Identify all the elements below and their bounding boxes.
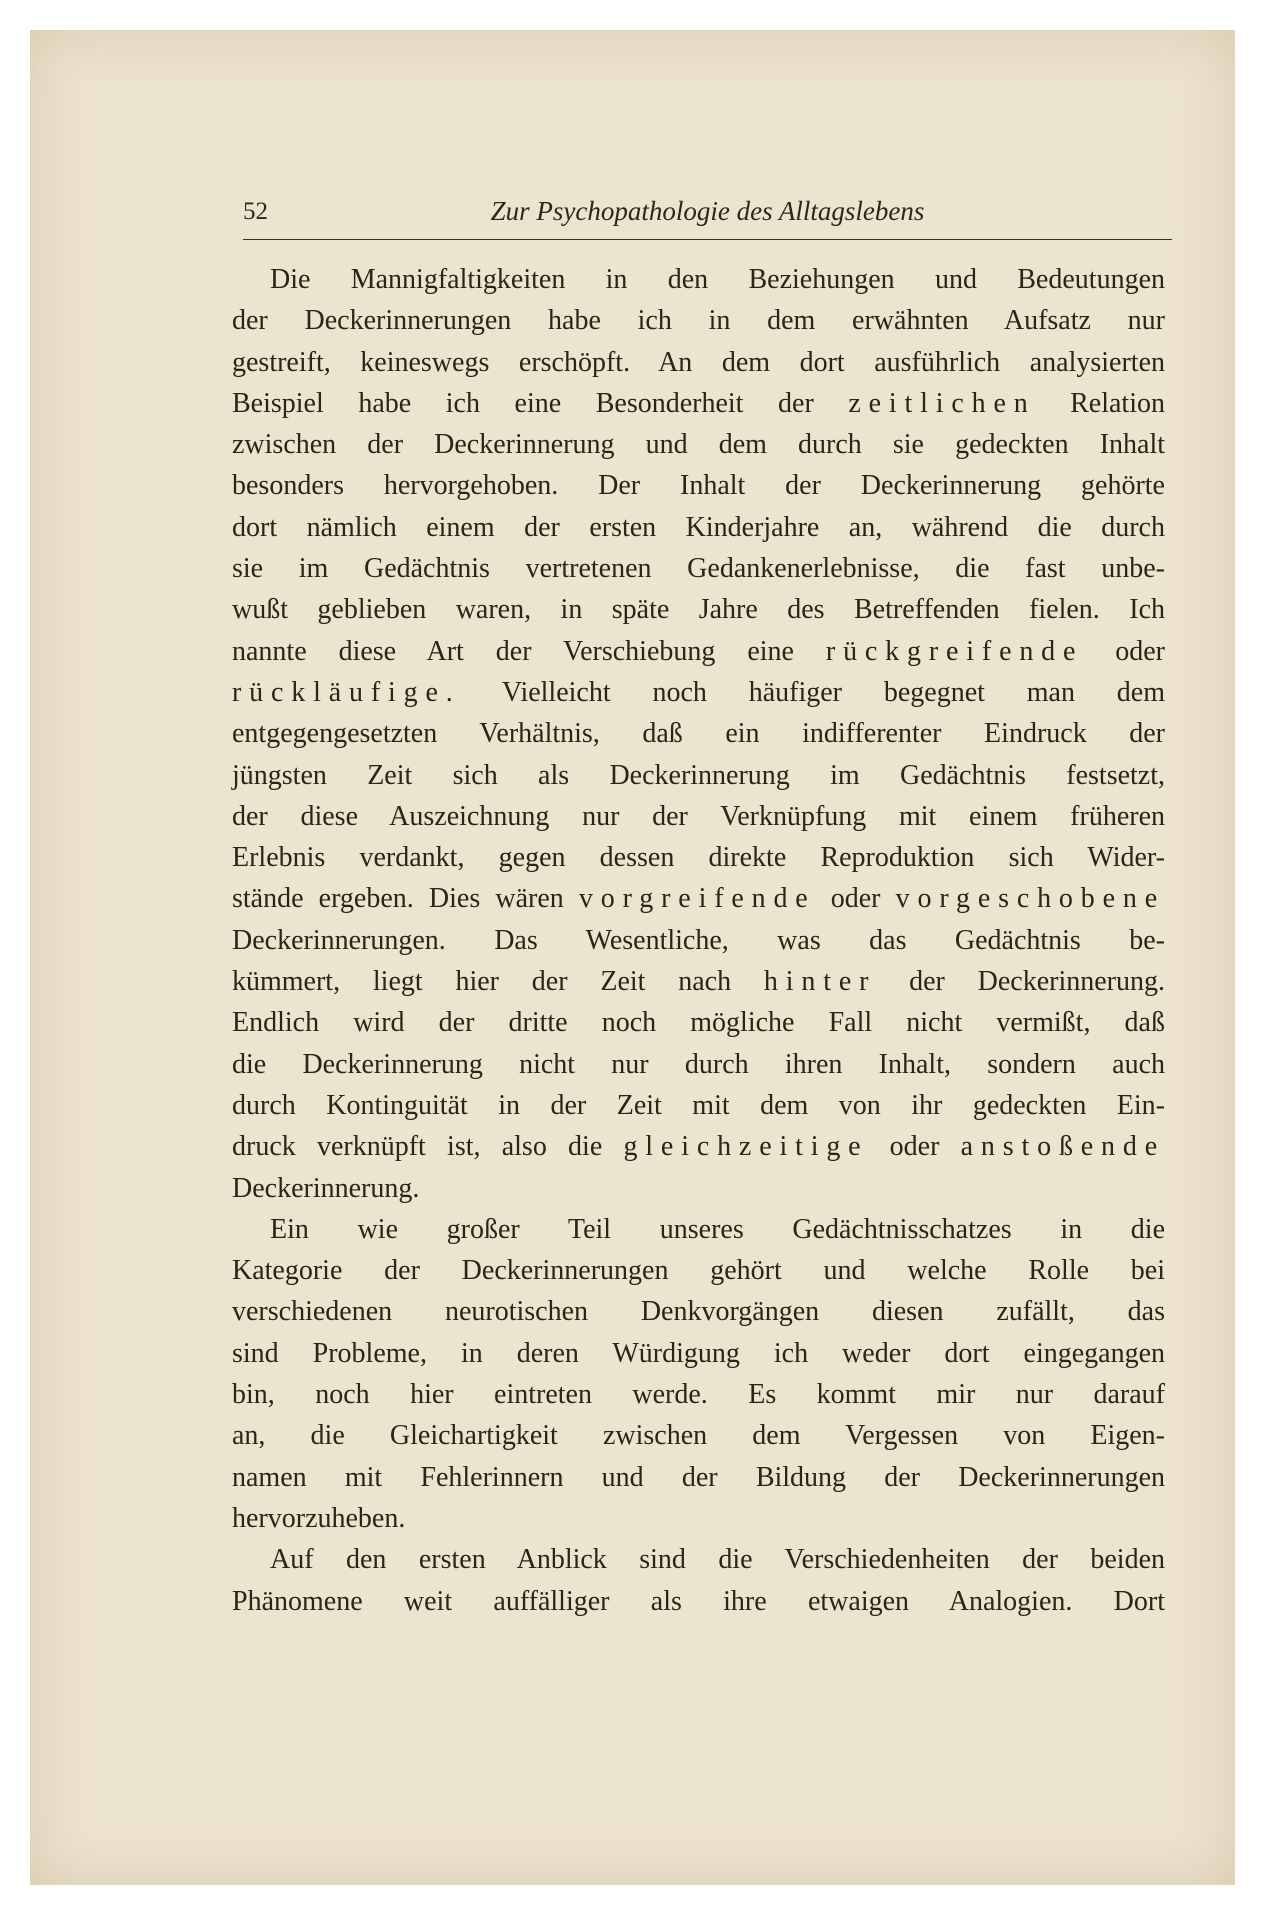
header-rule	[243, 239, 1172, 240]
text-line: dort nämlich einem der ersten Kinderjahre an, während die durch	[232, 511, 1165, 543]
text-run: oder	[1083, 635, 1165, 667]
text-run: oder	[815, 883, 896, 915]
paragraph	[232, 1209, 1165, 1539]
text-run: kümmert, liegt hier der Zeit nach	[232, 966, 764, 998]
text-run: Vielleicht noch häufiger begegnet man dem	[460, 676, 1165, 708]
emphasized-word: zeitlichen	[848, 387, 1036, 419]
body-text	[232, 259, 1165, 1622]
text-line: an, die Gleichartigkeit zwischen dem Vergessen von Eigen-	[232, 1420, 1165, 1452]
text-run: Relation	[1035, 387, 1165, 419]
emphasized-word: vorgeschobene	[895, 883, 1165, 915]
emphasized-word: gleichzeitige	[623, 1131, 869, 1163]
text-run: stände ergeben. Dies wären	[232, 883, 579, 915]
text-line: durch Kontinguität in der Zeit mit dem von ihr gedeckten Ein-	[232, 1089, 1165, 1121]
text-run: oder	[868, 1131, 961, 1163]
text-line: zwischen der Deckerinnerung und dem durch sie gedeckten Inhalt	[232, 429, 1165, 461]
text-line: gestreift, keineswegs erschöpft. An dem dort ausführlich analysierten	[232, 346, 1165, 378]
text-line: wußt geblieben waren, in späte Jahre des Betreffenden fielen. Ich	[232, 594, 1165, 626]
text-line: Kategorie der Deckerinnerungen gehört und welche Rolle bei	[232, 1255, 1165, 1287]
emphasized-word: rückläufige.	[232, 676, 461, 708]
text-line: die Deckerinnerung nicht nur durch ihren Inhalt, sondern auch	[232, 1048, 1165, 1080]
text-line	[232, 672, 1165, 713]
text-line: Phänomene weit auffälliger als ihre etwaigen Analogien. Dort	[232, 1585, 1165, 1617]
text-line: Endlich wird der dritte noch mögliche Fall nicht vermißt, daß	[232, 1007, 1165, 1039]
text-line: Auf den ersten Anblick sind die Verschiedenheiten der beiden	[270, 1544, 1165, 1576]
text-line: bin, noch hier eintreten werde. Es kommt mir nur darauf	[232, 1379, 1165, 1411]
page-header	[243, 196, 1172, 238]
text-line	[232, 1126, 1165, 1167]
text-line: verschiedenen neurotischen Denkvorgängen diesen zufällt, das	[232, 1296, 1165, 1328]
text-run: druck verknüpft ist, also die	[232, 1131, 624, 1163]
text-run: der Deckerinnerung.	[876, 966, 1165, 998]
text-run: nannte diese Art der Verschiebung eine	[232, 635, 826, 667]
running-title: Zur Psychopathologie des Alltagslebens	[490, 196, 925, 226]
text-line: Deckerinnerungen. Das Wesentliche, was das Gedächtnis be-	[232, 924, 1165, 956]
text-line	[232, 961, 1165, 1002]
text-line: besonders hervorgehoben. Der Inhalt der Deckerinnerung gehörte	[232, 470, 1165, 502]
text-line: entgegengesetzten Verhältnis, daß ein indifferenter Eindruck der	[232, 718, 1165, 750]
text-line: Die Mannigfaltigkeiten in den Beziehungen und Bedeutungen	[270, 264, 1165, 295]
text-line: der Deckerinnerungen habe ich in dem erwähnten Aufsatz nur	[232, 305, 1165, 337]
emphasized-word: anstoßende	[960, 1131, 1165, 1163]
text-line: hervorzuheben.	[232, 1502, 406, 1534]
text-line: Ein wie großer Teil unseres Gedächtnisschatzes in die	[270, 1213, 1165, 1245]
text-line	[232, 383, 1165, 424]
text-line: namen mit Fehlerinnern und der Bildung der Deckerinnerungen	[232, 1461, 1165, 1493]
page-number: 52	[243, 198, 268, 225]
text-line: der diese Auszeichnung nur der Verknüpfung mit einem früheren	[232, 800, 1165, 832]
paragraph	[232, 1539, 1165, 1622]
text-line	[232, 631, 1165, 672]
text-line: Erlebnis verdankt, gegen dessen direkte Reproduktion sich Wider-	[232, 842, 1165, 874]
paragraph	[232, 259, 1165, 1209]
text-run: Beispiel habe ich eine Besonderheit der	[232, 387, 849, 419]
text-line: Deckerinnerung.	[232, 1172, 420, 1204]
text-line	[232, 878, 1165, 919]
text-line: sind Probleme, in deren Würdigung ich weder dort eingegangen	[232, 1337, 1165, 1369]
text-line: jüngsten Zeit sich als Deckerinnerung im Gedächtnis festsetzt,	[232, 759, 1165, 791]
emphasized-word: rückgreifende	[825, 635, 1084, 667]
emphasized-word: vorgreifende	[578, 883, 816, 915]
text-line: sie im Gedächtnis vertretenen Gedankenerlebnisse, die fast unbe-	[232, 553, 1165, 585]
emphasized-word: hinter	[763, 966, 877, 998]
